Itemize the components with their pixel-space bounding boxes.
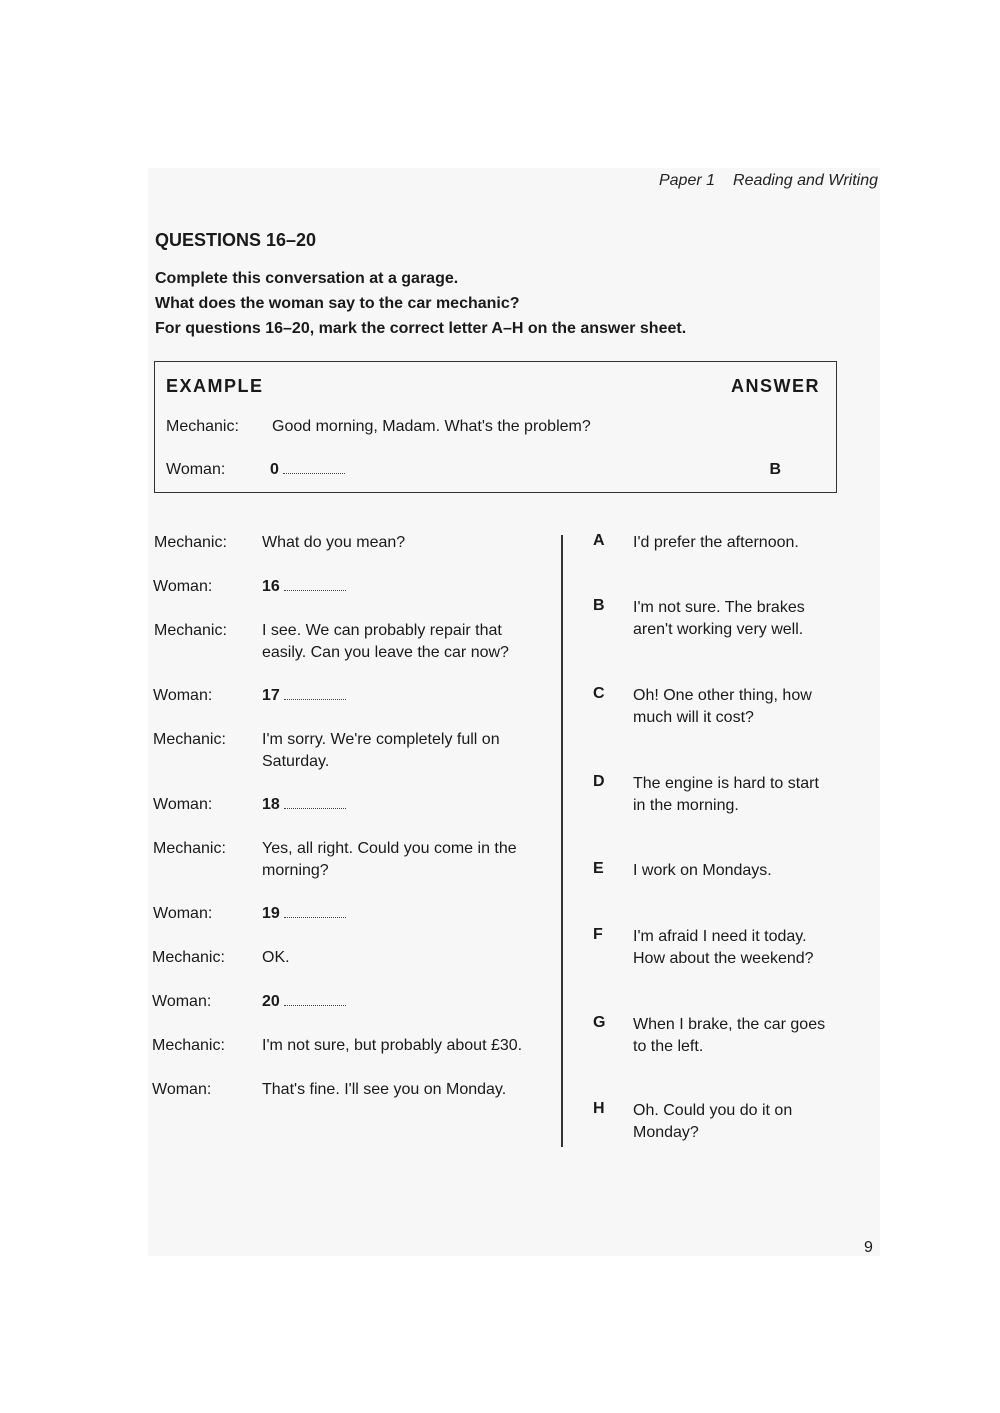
answer-blank (283, 472, 345, 474)
option-line: Oh! One other thing, how (633, 687, 812, 704)
option-line: I'm afraid I need it today. (633, 928, 807, 945)
dialogue-line: What do you mean? (262, 534, 406, 551)
answer-blank (284, 807, 346, 809)
speaker-label: Mechanic: (153, 731, 226, 748)
example-woman-answer (270, 461, 345, 479)
example-answer: B (769, 461, 781, 478)
answer-blank (284, 698, 346, 700)
option-line: aren't working very well. (633, 621, 804, 638)
option-line: I'm not sure. The brakes (633, 599, 805, 616)
speaker-label: Mechanic: (152, 949, 225, 966)
option-line: I'd prefer the afternoon. (633, 534, 799, 551)
option-letter-e: E (593, 860, 604, 877)
column-divider (561, 535, 563, 1147)
answer-blank (284, 916, 346, 918)
speaker-label: Mechanic: (154, 534, 227, 551)
option-letter-g: G (593, 1014, 606, 1031)
question-gap-18 (262, 794, 346, 816)
dialogue-text (262, 1079, 506, 1101)
dialogue-text (262, 1035, 522, 1057)
instruction-line-2: What does the woman say to the car mechanic? (155, 295, 520, 312)
dialogue-line: I'm sorry. We're completely full on (262, 731, 500, 748)
dialogue-line: I see. We can probably repair that (262, 622, 502, 639)
option-letter-c: C (593, 685, 605, 702)
answer-blank (284, 1004, 346, 1006)
option-letter-h: H (593, 1100, 605, 1117)
option-line: in the morning. (633, 797, 739, 814)
instruction-line-3: For questions 16–20, mark the correct letter A–H on the answer sheet. (155, 320, 687, 337)
option-line: I work on Mondays. (633, 862, 772, 879)
option-text-e (633, 860, 863, 882)
page-header (659, 172, 878, 190)
dialogue-line: morning? (262, 862, 329, 879)
option-text-c (633, 685, 863, 729)
example-mechanic-speaker: Mechanic: (166, 418, 239, 435)
speaker-label: Mechanic: (152, 1037, 225, 1054)
speaker-label: Woman: (152, 1081, 212, 1098)
option-text-a (633, 532, 863, 554)
option-line: Monday? (633, 1124, 699, 1141)
option-letter-b: B (593, 597, 605, 614)
answer-label: ANSWER (731, 376, 820, 396)
option-letter-a: A (593, 532, 605, 549)
dialogue-line: easily. Can you leave the car now? (262, 644, 509, 661)
header-paper: Paper 1 (658, 172, 716, 189)
header-section: Reading and Writing (733, 172, 878, 189)
question-gap-20 (262, 991, 346, 1013)
instruction-line-1: Complete this conversation at a garage. (155, 270, 459, 287)
dialogue-line: I'm not sure, but probably about £30. (262, 1037, 523, 1054)
question-gap-19 (262, 903, 346, 925)
option-text-f (633, 926, 863, 970)
question-number: 17 (262, 687, 280, 704)
speaker-label: Woman: (153, 578, 213, 595)
option-letter-f: F (593, 926, 603, 943)
dialogue-line: Saturday. (262, 753, 330, 770)
speaker-label: Woman: (153, 687, 213, 704)
example-box (154, 361, 837, 493)
option-text-g (633, 1014, 863, 1058)
speaker-label: Mechanic: (154, 622, 227, 639)
dialogue-line: That's fine. I'll see you on Monday. (262, 1081, 507, 1098)
option-line: much will it cost? (633, 709, 754, 726)
question-number: 19 (262, 905, 280, 922)
speaker-label: Woman: (153, 905, 213, 922)
example-label: EXAMPLE (166, 376, 264, 396)
example-question-number: 0 (270, 461, 279, 478)
question-gap-17 (262, 685, 346, 707)
option-line: When I brake, the car goes (633, 1016, 826, 1033)
option-line: Oh. Could you do it on (633, 1102, 793, 1119)
option-line: to the left. (633, 1038, 704, 1055)
page-number: 9 (864, 1239, 873, 1256)
option-text-d (633, 773, 863, 817)
dialogue-text (262, 620, 509, 664)
question-gap-16 (262, 576, 346, 598)
dialogue-text (262, 532, 405, 554)
dialogue-line: OK. (262, 949, 290, 966)
dialogue-text (262, 729, 500, 773)
option-letter-d: D (593, 773, 605, 790)
example-mechanic-line: Good morning, Madam. What's the problem? (272, 418, 591, 435)
answer-blank (284, 589, 346, 591)
dialogue-line: Yes, all right. Could you come in the (262, 840, 517, 857)
option-text-b (633, 597, 863, 641)
dialogue-text (262, 838, 517, 882)
speaker-label: Woman: (152, 993, 212, 1010)
question-number: 20 (262, 993, 280, 1010)
option-line: The engine is hard to start (633, 775, 819, 792)
question-number: 16 (262, 578, 280, 595)
speaker-label: Woman: (153, 796, 213, 813)
question-number: 18 (262, 796, 280, 813)
questions-title: QUESTIONS 16–20 (155, 230, 317, 250)
option-text-h (633, 1100, 863, 1144)
option-line: How about the weekend? (633, 950, 814, 967)
dialogue-text (262, 947, 290, 969)
example-woman-speaker: Woman: (166, 461, 226, 478)
speaker-label: Mechanic: (153, 840, 226, 857)
